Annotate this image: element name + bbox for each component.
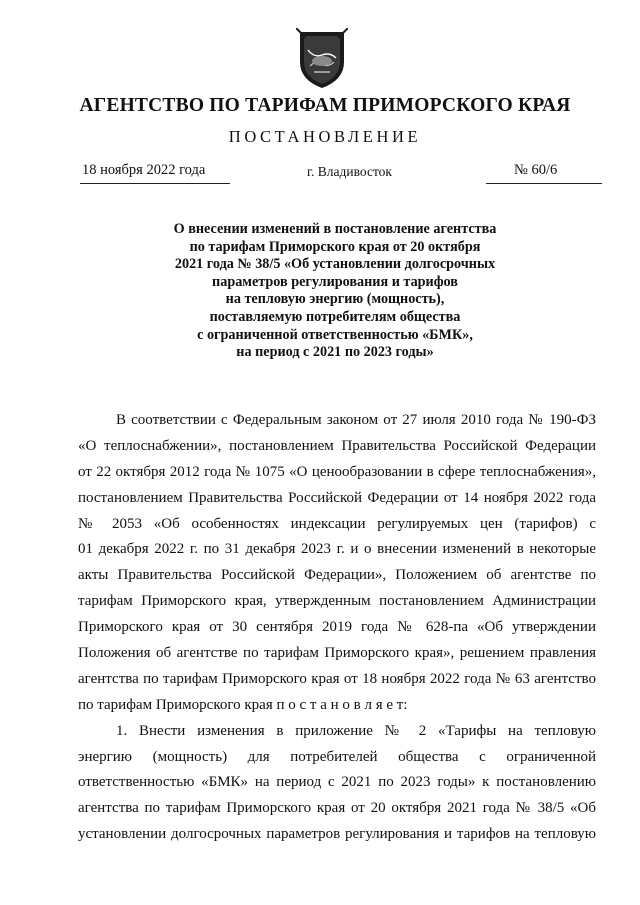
body-line: 01 декабря 2022 г. по 31 декабря 2023 г. и о внесении изменений в некоторые — [78, 541, 596, 558]
title-line: по тарифам Приморского края от 20 октября — [189, 238, 481, 255]
agency-name: АГЕНТСТВО ПО ТАРИФАМ ПРИМОРСКОГО КРАЯ — [79, 95, 571, 116]
title-line: поставляемую потребителям общества — [209, 308, 461, 325]
body-line: № 2053 «Об особенностях индексации регулируемых цен (тарифов) с — [78, 515, 596, 532]
body-line: ответственностью «БМК» на период с 2021 по 2023 годы» к постановлению — [78, 774, 596, 791]
document-number: № 60/6 — [514, 162, 558, 178]
body-line: агентства по тарифам Приморского края от 20 октября 2021 года № 38/5 «Об — [78, 800, 596, 817]
title-line: на период с 2021 по 2023 годы» — [236, 344, 434, 361]
document-type: ПОСТАНОВЛЕНИЕ — [228, 127, 422, 146]
document-title — [120, 221, 550, 362]
title-line: параметров регулирования и тарифов — [212, 273, 458, 290]
body-line: агентства по тарифам Приморского края от 18 ноября 2022 года № 63 агентство — [78, 670, 596, 687]
title-line: на тепловую энергию (мощность), — [225, 291, 445, 308]
date-underline — [80, 183, 230, 184]
title-line: с ограниченной ответственностью «БМК», — [197, 326, 473, 343]
body-line: «О теплоснабжении», постановлением Правительства Российской Федерации — [78, 437, 596, 454]
body-line: акты Правительства Российской Федерации», Положением об агентстве по — [78, 567, 596, 584]
body-line: установлении долгосрочных параметров регулирования и тарифов на тепловую — [78, 826, 596, 843]
body-line: Положения об агентстве по тарифам Приморского края», решением правления — [78, 645, 596, 662]
title-line: О внесении изменений в постановление агентства — [173, 221, 497, 237]
document-city: г. Владивосток — [307, 164, 392, 179]
body-line: по тарифам Приморского края п о с т а н о в л я е т: — [78, 696, 408, 713]
body-line: В соответствии с Федеральным законом от 27 июля 2010 года № 190-ФЗ — [116, 412, 596, 428]
body-line: Приморского края от 30 сентября 2019 года № 628-па «Об утверждении — [78, 619, 596, 636]
body-line: от 22 октября 2012 года № 1075 «О ценообразовании в сфере теплоснабжения», — [78, 463, 596, 480]
body-line: 1. Внести изменения в приложение № 2 «Тарифы на тепловую — [116, 722, 596, 739]
number-underline — [486, 183, 602, 184]
body-line: постановлением Правительства Российской Федерации от 14 ноября 2022 года — [78, 489, 596, 506]
document-body — [78, 408, 596, 848]
document-date: 18 ноября 2022 года — [82, 162, 206, 178]
body-line: тарифам Приморского края, утвержденным постановлением Администрации — [78, 593, 596, 610]
body-line: энергию (мощность) для потребителей общества с ограниченной — [78, 748, 596, 765]
title-line: 2021 года № 38/5 «Об установлении долгосрочных — [174, 256, 496, 273]
coat-of-arms-icon — [296, 28, 348, 90]
